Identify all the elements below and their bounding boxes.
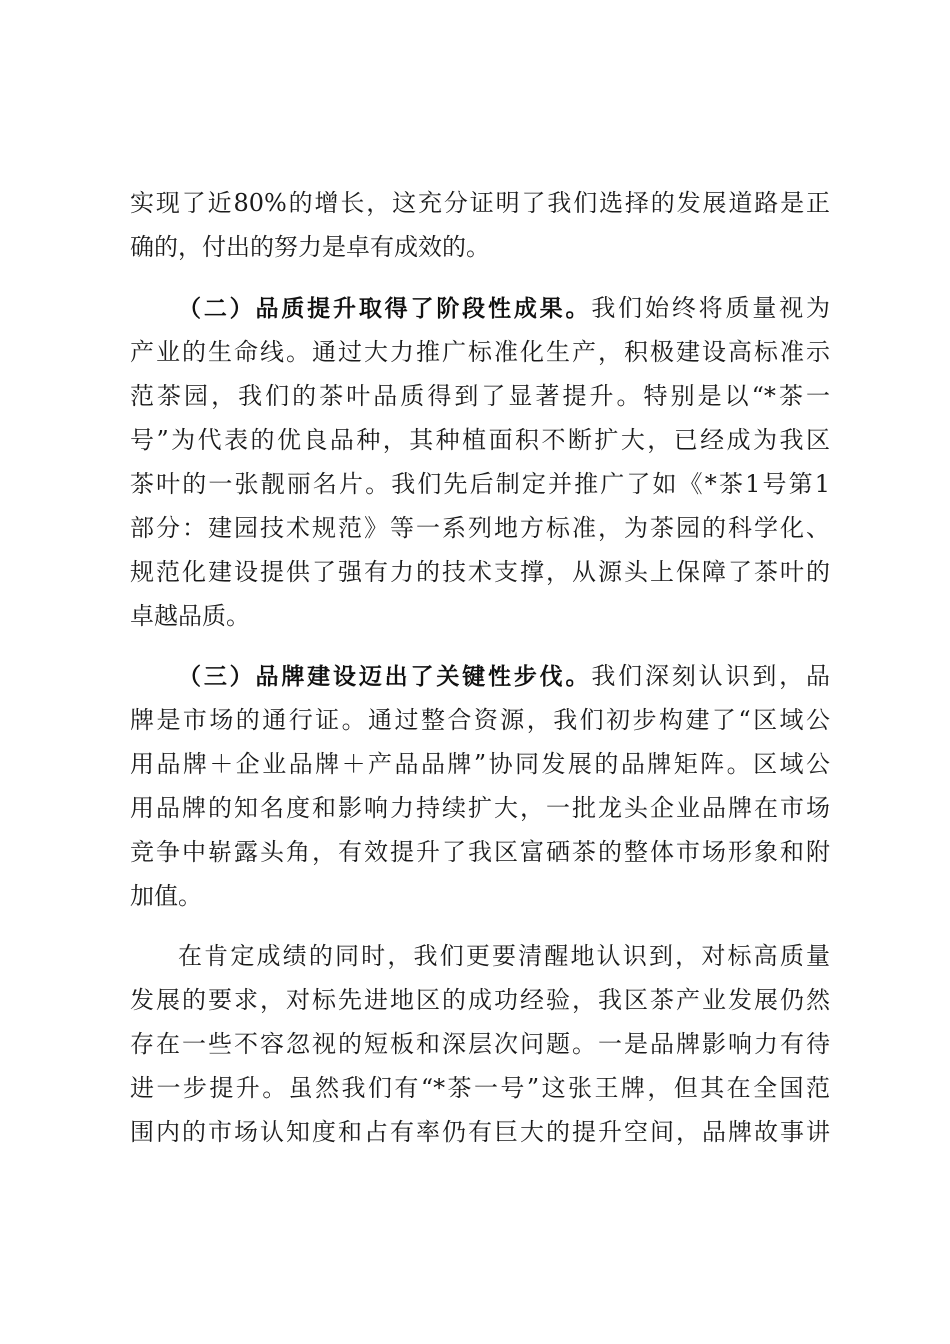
body-text-fragment: 我们始终将质量视为 bbox=[591, 294, 831, 322]
body-text-line: 加值。 bbox=[130, 882, 202, 910]
body-text-fragment: 我们深刻认识到，品 bbox=[591, 662, 831, 690]
body-text-line: 实现了近80%的增长，这充分证明了我们选择的发展道路是正 bbox=[130, 189, 830, 217]
body-text-line: 部分：建园技术规范》等一系列地方标准，为茶园的科学化、 bbox=[130, 514, 830, 542]
body-text-line: 产业的生命线。通过大力推广标准化生产，积极建设高标准示 bbox=[130, 338, 830, 366]
paragraph-first-line bbox=[178, 288, 830, 328]
body-text-line: 围内的市场认知度和占有率仍有巨大的提升空间，品牌故事讲 bbox=[130, 1118, 830, 1146]
body-text-line: 范茶园，我们的茶叶品质得到了显著提升。特别是以“*茶一 bbox=[130, 382, 830, 410]
section-heading-brand: （三）品牌建设迈出了关键性步伐。 bbox=[178, 664, 592, 690]
section-heading-quality: （二）品质提升取得了阶段性成果。 bbox=[178, 296, 592, 322]
paragraph-first-line: 在肯定成绩的同时，我们更要清醒地认识到，对标高质量 bbox=[178, 942, 830, 970]
body-text-line: 号”为代表的优良品种，其种植面积不断扩大，已经成为我区 bbox=[130, 426, 830, 454]
paragraph-first-line bbox=[178, 656, 830, 696]
body-text-line: 牌是市场的通行证。通过整合资源，我们初步构建了“区域公 bbox=[130, 706, 830, 734]
body-text-line: 进一步提升。虽然我们有“*茶一号”这张王牌，但其在全国范 bbox=[130, 1074, 830, 1102]
body-text-line: 发展的要求，对标先进地区的成功经验，我区茶产业发展仍然 bbox=[130, 986, 830, 1014]
body-text-line: 规范化建设提供了强有力的技术支撑，从源头上保障了茶叶的 bbox=[130, 558, 830, 586]
body-text-line: 竞争中崭露头角，有效提升了我区富硒茶的整体市场形象和附 bbox=[130, 838, 830, 866]
body-text-line: 用品牌＋企业品牌＋产品品牌”协同发展的品牌矩阵。区域公 bbox=[130, 750, 830, 778]
body-text-line: 茶叶的一张靓丽名片。我们先后制定并推广了如《*茶1号第1 bbox=[130, 470, 830, 498]
body-text-line: 用品牌的知名度和影响力持续扩大，一批龙头企业品牌在市场 bbox=[130, 794, 830, 822]
body-text-line: 存在一些不容忽视的短板和深层次问题。一是品牌影响力有待 bbox=[130, 1030, 830, 1058]
body-text-line: 确的，付出的努力是卓有成效的。 bbox=[130, 233, 490, 261]
body-text-line: 卓越品质。 bbox=[130, 602, 250, 630]
